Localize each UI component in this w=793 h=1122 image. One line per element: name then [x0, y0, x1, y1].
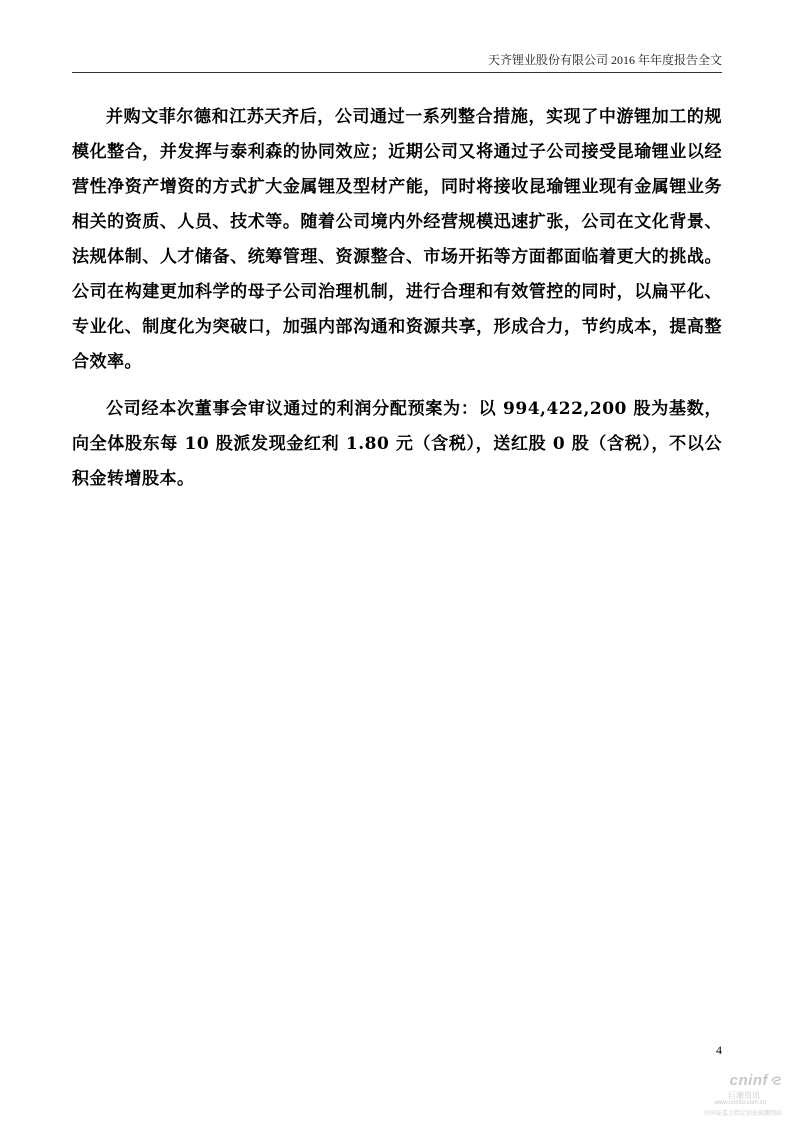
- running-header: [72, 52, 722, 72]
- body-paragraph-1: 并购文菲尔德和江苏天齐后，公司通过一系列整合措施，实现了中游锂加工的规模化整合，并发挥与泰利森的协同效应；近期公司又将通过子公司接受昆瑜锂业以经营性净资产增资的方式扩大金属锂及型材产能，同时将接收昆瑜锂业现有金属锂业务相关的资质、人员、技术等。随着公司境内外经营规模迅速扩张，公司在文化背景、法规体制、人才储备、统筹管理、资源整合、市场开拓等方面都面临着更大的挑战。公司在构建更加科学的母子公司治理机制，进行合理和有效管控的同时，以扁平化、专业化、制度化为突破口，加强内部沟通和资源共享，形成合力，节约成本，提高整合效率。: [72, 107, 722, 372]
- document-body: [72, 100, 722, 509]
- body-paragraph-2: 公司经本次董事会审议通过的利润分配预案为：以 994,422,200 股为基数，向全体股东每 10 股派发现金红利 1.80 元（含税），送红股 0 股（含税），不以公积金转增股本。: [72, 399, 722, 489]
- swirl-logo-icon: [770, 1074, 782, 1086]
- watermark-tagline: 中国证监会指定信息披露网站: [703, 1111, 782, 1117]
- watermark-cn-name: 巨潮资讯: [728, 1091, 760, 1100]
- watermark-logo-text: cninf: [729, 1072, 768, 1089]
- header-rule: [72, 72, 722, 73]
- page-number: 4: [716, 1043, 722, 1057]
- watermark-url: www.cninfo.com.cn: [714, 1100, 766, 1106]
- header-title: 天齐锂业股份有限公司 2016 年年度报告全文: [487, 53, 722, 67]
- cninfo-watermark: [690, 1072, 790, 1118]
